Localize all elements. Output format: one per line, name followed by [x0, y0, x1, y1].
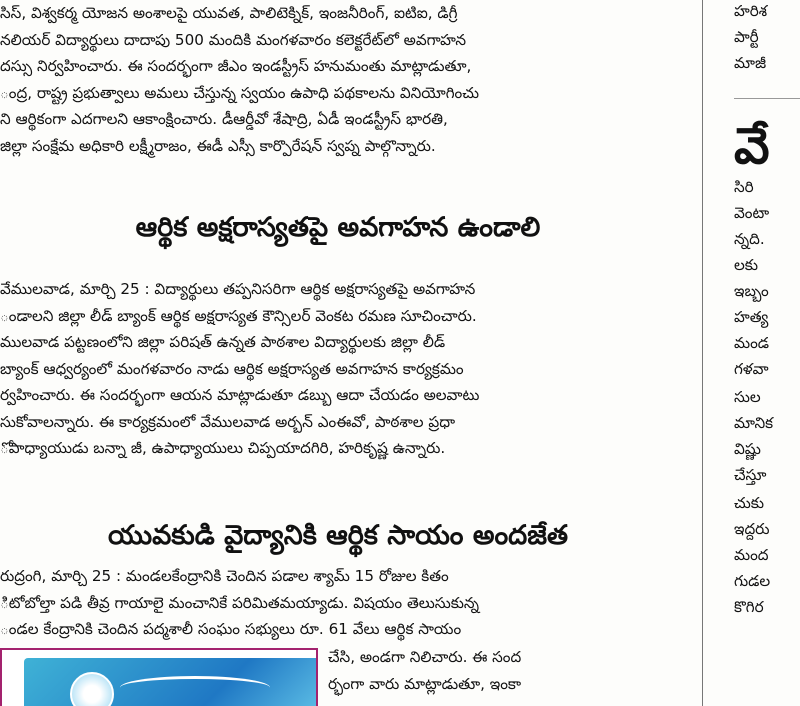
text-line: రుద్రంగి, మార్చి 25 : మండలకేంద్రానికి చెందిన పడాల శ్యామ్ 15 రోజుల కితం	[0, 567, 449, 585]
text-line: మంద	[734, 546, 769, 564]
article-1-body	[0, 0, 660, 159]
text-line: చేసి, అండగా నిలిచారు. ఈ సంద	[328, 648, 522, 666]
text-line: మాజీ	[734, 54, 767, 72]
text-line: ండల కేంద్రానికి చెందిన పద్మశాలీ సంఘం సభ్యులు రూ. 61 వేలు ఆర్థిక సాయం	[0, 620, 462, 638]
article-2-paragraph	[0, 276, 660, 462]
article-2-body	[0, 276, 660, 462]
text-line: సిరి	[734, 178, 754, 196]
text-line: గళవా	[734, 360, 769, 378]
text-line: ోపాధ్యాయుడు బన్నా జీ, ఉపాధ్యాయులు చిప్పయాదగిరి, హరికృష్ణ ఉన్నారు.	[0, 439, 446, 457]
article-3-side-paragraph	[328, 644, 658, 697]
text-line: సుకోవాలన్నారు. ఈ కార్యక్రమంలో వేములవాడ అర్బన్ ఎంఈవో, పాఠశాల ప్రధా	[0, 412, 455, 431]
text-line: లకు	[734, 256, 758, 274]
text-line: మానిక	[734, 414, 774, 432]
text-line: చుకు	[734, 494, 764, 512]
text-line: సిస్, విశ్వకర్మ యోజన అంశాలపై యువత, పాలిటెక్నిక్, ఇంజనీరింగ్, ఐటిఐ, డిగ్రీ	[0, 4, 458, 22]
article-3-headline: యువకుడి వైద్యానికి ఆర్థిక సాయం అందజేత	[108, 520, 568, 551]
text-line: బ్యాంక్ ఆధ్వర్యంలో మంగళవారం నాడు ఆర్థిక అక్షరాస్యత అవగాహన కార్యక్రమం	[0, 359, 464, 378]
text-line: ర్భంగా వారు మాట్లాడుతూ, ఇంకా	[328, 674, 522, 693]
banner-swish	[120, 676, 270, 699]
text-line: ఇద్దరు	[734, 520, 770, 538]
article-2-headline: ఆర్థిక అక్షరాస్యతపై అవగాహన ఉండాలి	[135, 212, 541, 243]
column-divider	[702, 0, 703, 706]
text-line: హత్య	[734, 308, 769, 326]
article-1-paragraph	[0, 0, 660, 159]
right-column	[734, 0, 800, 706]
article-3-side-text	[328, 644, 658, 697]
section-divider	[734, 98, 800, 99]
article-3-body	[0, 563, 660, 643]
emblem-icon	[70, 672, 114, 706]
text-line: పార్టీ	[734, 28, 759, 46]
text-line: హరిశ	[734, 2, 768, 20]
text-line: కొగిర	[734, 598, 764, 616]
text-line: వేములవాడ, మార్చి 25 : విద్యార్థులు తప్పనిసరిగా ఆర్థిక అక్షరాస్యతపై అవగాహన	[0, 280, 476, 298]
text-line: గుడల	[734, 572, 771, 590]
text-line: వెంటా	[734, 204, 770, 222]
text-line: న్నది.	[734, 230, 765, 248]
text-line: ర్వహించారు. ఈ సందర్భంగా ఆయన మాట్లాడుతూ డబ్బు ఆదా చేయడం అలవాటు	[0, 386, 480, 404]
article-3-photo	[0, 648, 318, 706]
text-line: ఇబ్బం	[734, 282, 769, 300]
text-line: ంద్ర, రాష్ట్ర ప్రభుత్వాలు అమలు చేస్తున్న స్వయం ఉపాధి పథకాలను వినియోగించు	[0, 83, 480, 102]
article-3-paragraph	[0, 563, 660, 643]
text-line: జిల్లా సంక్షేమ అధికారి లక్ష్మీరాజం, ఈడీ ఎస్సీ కార్పొరేషన్ స్వప్న పాల్గొన్నారు.	[0, 136, 436, 155]
text-line: ిటోబోల్తా పడి తీవ్ర గాయాలై మంచానికే పరిమితమయ్యాడు. విషయం తెలుసుకున్న	[0, 593, 480, 612]
text-line: నలియర్ విద్యార్థులు దాదాపు 500 మందికి మంగళవారం కలెక్టరేట్‌లో అవగాహన	[0, 30, 467, 49]
text-line: ములవాడ పట్టణంలోని జిల్లా పరిషత్ ఉన్నత పాఠశాల విద్యార్థులకు జిల్లా లీడ్	[0, 333, 446, 351]
text-line: ని ఆర్థికంగా ఎదగాలని ఆకాంక్షించారు. డీఆర్డీవో శేషాద్రి, ఏడీ ఇండస్ట్రీస్ భారతి,	[0, 110, 448, 128]
right-column-headline: వే	[734, 117, 770, 175]
text-line: ండాలని జిల్లా లీడ్ బ్యాంక్ ఆర్థిక అక్షరాస్యత కౌన్సిలర్ వెంకట రమణ సూచించారు.	[0, 306, 477, 325]
text-line: విష్ణు	[734, 440, 761, 458]
photo-image	[24, 658, 318, 706]
text-line: సుల	[734, 388, 761, 406]
text-line: చేస్తూ	[734, 466, 767, 484]
text-line: మండ	[734, 334, 770, 352]
text-line: దస్సు నిర్వహించారు. ఈ సందర్భంగా జీఎం ఇండస్ట్రీస్ హనుమంతు మాట్లాడుతూ,	[0, 57, 472, 75]
